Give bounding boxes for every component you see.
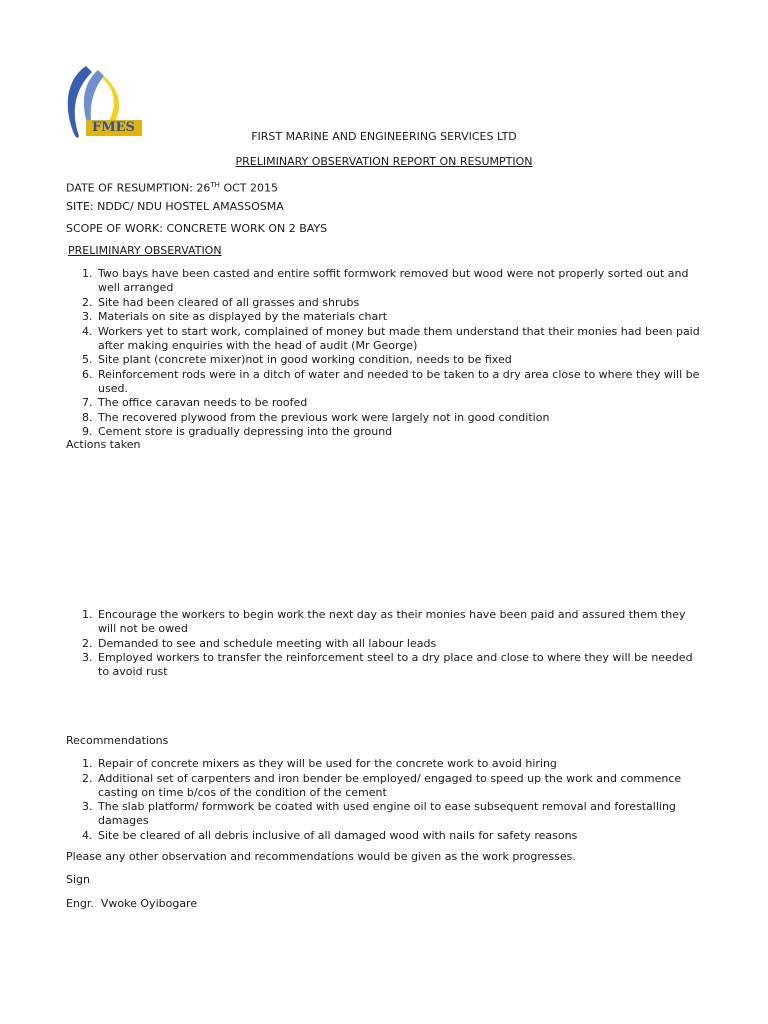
list-item: 9. Cement store is gradually depressing into the ground [82, 425, 393, 438]
list-item: 5. Site plant (concrete mixer)not in good working condition, needs to be fixed [82, 353, 512, 366]
actions-heading: Actions taken [66, 438, 141, 451]
observation-heading [68, 244, 222, 258]
company-name: FIRST MARINE AND ENGINEERING SERVICES LTD [251, 130, 517, 143]
list-item: 1. Encourage the workers to begin work the next day as their monies have been paid and assured them they will not be owed [82, 608, 686, 635]
list-item: 8. The recovered plywood from the previous work were largely not in good condition [82, 410, 550, 424]
observation-list [66, 267, 706, 440]
resumption-date-rest: OCT 2015 [219, 181, 278, 195]
logo-text: FMES [92, 120, 135, 135]
list-item: 1. Two bays have been casted and entire soffit formwork removed but wood were not properly sorted out and well arranged [82, 267, 689, 294]
scope-line: SCOPE OF WORK: CONCRETE WORK ON 2 BAYS [66, 222, 328, 235]
resumption-date [66, 178, 278, 196]
list-item: 2. Additional set of carpenters and iron bender be employed/ engaged to speed up the work and commence casting on time b/cos of the condition of the cement [82, 771, 682, 799]
list-item: 1. Repair of concrete mixers as they will be used for the concrete work to avoid hiring [82, 757, 557, 770]
observation-heading-text: PRELIMINARY OBSERVATION [68, 244, 222, 257]
recommendations-list [66, 757, 706, 843]
report-title-text: PRELIMINARY OBSERVATION REPORT ON RESUMPTION [235, 155, 533, 168]
list-item: 2. Demanded to see and schedule meeting with all labour leads [82, 636, 437, 650]
list-item: 7. The office caravan needs to be roofed [82, 396, 308, 409]
signatory-name: Engr. Vwoke Oyibogare [66, 897, 198, 910]
list-item: 3. Employed workers to transfer the reinforcement steel to a dry place and close to where they will be needed to avoid rust [82, 651, 693, 678]
report-title [0, 155, 768, 169]
closing-note: Please any other observation and recommendations would be given as the work progresses. [66, 850, 576, 863]
list-item: 2. Site had been cleared of all grasses and shrubs [82, 295, 360, 309]
list-item: 3. Materials on site as displayed by the materials chart [82, 310, 388, 323]
resumption-date-label: DATE OF RESUMPTION: 26 [66, 181, 211, 195]
actions-list [66, 608, 706, 680]
list-item: 3. The slab platform/ formwork be coated with used engine oil to ease subsequent removal and forestalling damages [82, 800, 676, 827]
list-item: 6. Reinforcement rods were in a ditch of water and needed to be taken to a dry area close to where they will be used. [82, 367, 700, 395]
resumption-date-suffix: TH [210, 181, 220, 189]
site-line: SITE: NDDC/ NDU HOSTEL AMASSOSMA [66, 200, 284, 213]
sign-label: Sign [66, 873, 90, 886]
list-item: 4. Workers yet to start work, complained of money but made them understand that their monies had been paid after making enquiries with the head of audit (Mr George) [82, 324, 700, 352]
list-item: 4. Site be cleared of all debris inclusive of all damaged wood with nails for safety reasons [82, 828, 578, 842]
recommendations-heading: Recommendations [66, 734, 169, 747]
